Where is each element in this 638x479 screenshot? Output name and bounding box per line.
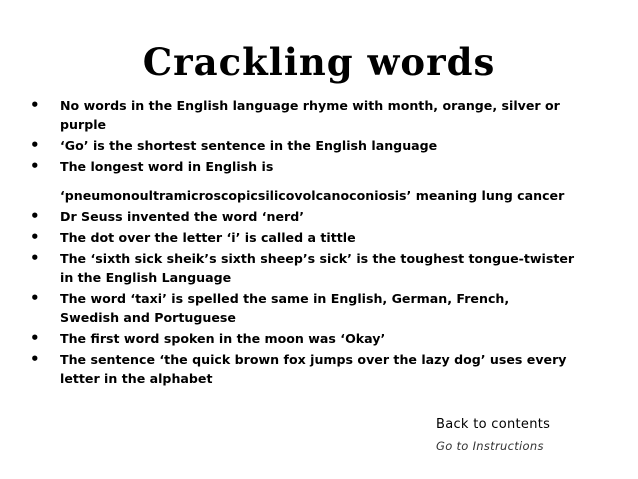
bullet-icon: • (30, 136, 40, 154)
bullet-item (30, 157, 610, 205)
bullet-item (30, 207, 610, 226)
bullet-item (30, 96, 610, 134)
bullet-item (30, 289, 610, 327)
back-to-contents-link[interactable]: Back to contents (436, 417, 551, 432)
bullet-item (30, 249, 610, 287)
bullet-text: The first word spoken in the moon was ‘Okay’ (60, 331, 386, 346)
navigation-links (436, 416, 616, 454)
bullet-list (30, 96, 610, 390)
bullet-icon: • (30, 329, 40, 347)
slide-title: Crackling words (142, 40, 496, 84)
bullet-text: ‘Go’ is the shortest sentence in the English language (60, 138, 438, 153)
bullet-item (30, 228, 610, 247)
bullet-text: Dr Seuss invented the word ‘nerd’ (60, 209, 305, 224)
bullet-text-continued: in the English Language (60, 270, 232, 285)
bullet-icon: • (30, 289, 40, 307)
bullet-icon: • (30, 350, 40, 368)
bullet-item (30, 350, 610, 388)
bullet-text-continued: letter in the alphabet (60, 371, 213, 386)
bullet-icon: • (30, 157, 40, 175)
bullet-text: No words in the English language rhyme with month, orange, silver or (60, 98, 560, 113)
go-to-instructions-link[interactable]: Go to Instructions (436, 439, 544, 453)
bullet-text: The ‘sixth sick sheik’s sixth sheep’s sick’ is the toughest tongue-twister (60, 251, 575, 266)
bullet-text: The dot over the letter ‘i’ is called a tittle (60, 230, 356, 245)
bullet-text: The longest word in English is (60, 159, 274, 174)
bullet-item (30, 329, 610, 348)
bullet-text: The word ‘taxi’ is spelled the same in English, German, French, (60, 291, 510, 306)
bullet-icon: • (30, 228, 40, 246)
bullet-icon: • (30, 249, 40, 267)
bullet-text-continued: Swedish and Portuguese (60, 310, 236, 325)
bullet-item (30, 136, 610, 155)
bullet-text-continued: ‘pneumonoultramicroscopicsilicovolcanoconiosis’ meaning lung cancer (60, 188, 565, 203)
bullet-icon: • (30, 207, 40, 225)
bullet-text-continued: purple (60, 117, 107, 132)
bullet-icon: • (30, 96, 40, 114)
bullet-text: The sentence ‘the quick brown fox jumps over the lazy dog’ uses every (60, 352, 567, 367)
